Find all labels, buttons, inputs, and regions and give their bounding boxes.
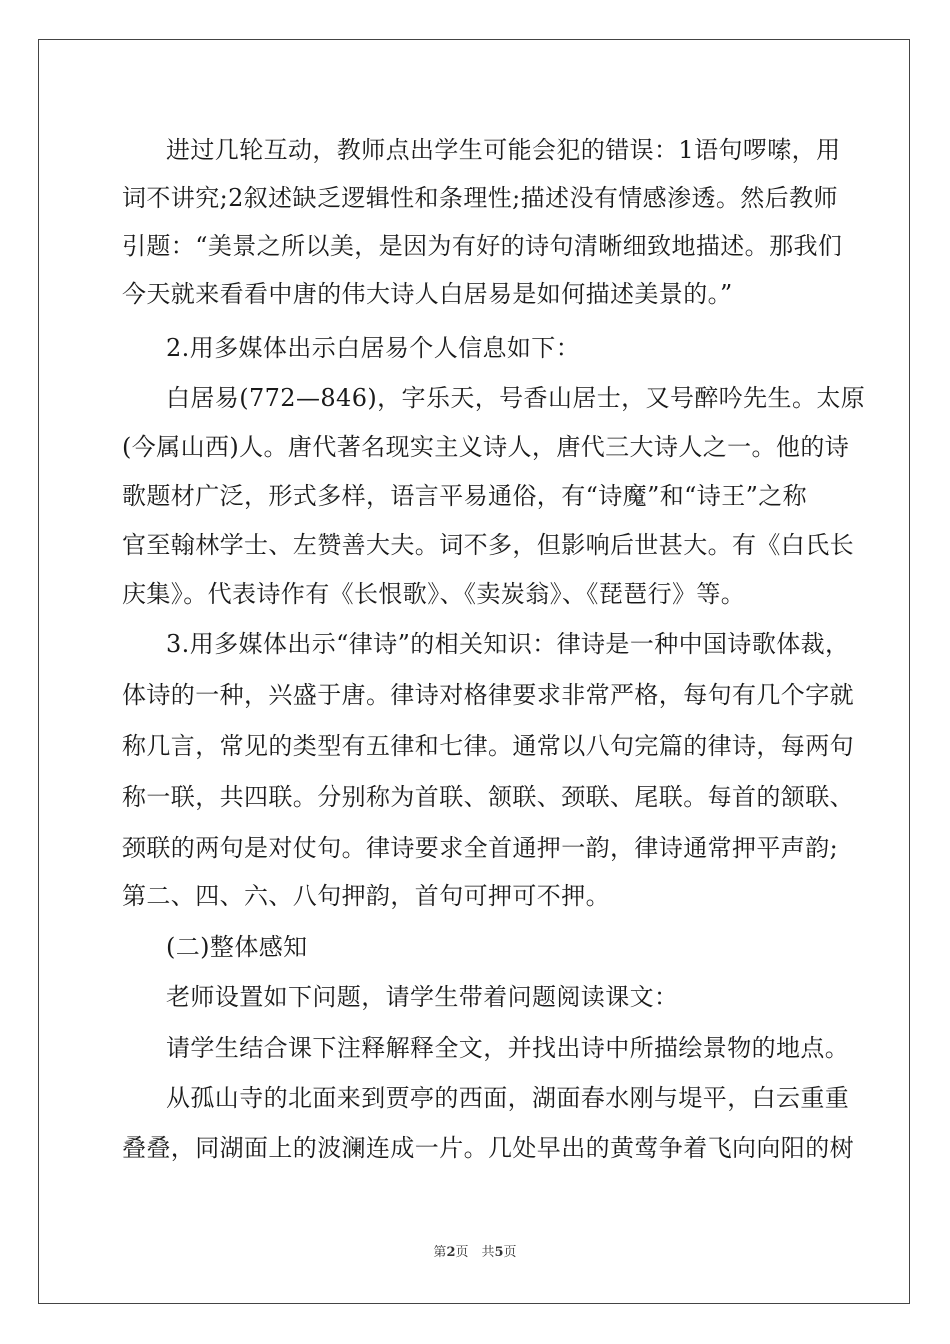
paragraph-line: 从孤山寺的北面来到贾亭的西面，湖面春水刚与堤平，白云重重 <box>166 1084 850 1112</box>
page-border <box>38 39 910 1304</box>
paragraph-line: 老师设置如下问题，请学生带着问题阅读课文： <box>166 983 679 1011</box>
paragraph-line: (今属山西)人。唐代著名现实主义诗人，唐代三大诗人之一。他的诗 <box>122 433 850 461</box>
footer-suffix: 页 <box>503 1245 517 1260</box>
paragraph-line: 称几言，常见的类型有五律和七律。通常以八句完篇的律诗，每两句 <box>122 732 854 760</box>
footer-prefix: 第 <box>433 1245 447 1260</box>
paragraph-line: 颈联的两句是对仗句。律诗要求全首通押一韵，律诗通常押平声韵; <box>122 834 839 862</box>
paragraph-line: 白居易(772—846)，字乐天，号香山居士，又号醉吟先生。太原 <box>166 384 866 412</box>
paragraph-line: 进过几轮互动，教师点出学生可能会犯的错误：1语句啰嗦，用 <box>166 136 841 164</box>
paragraph-line: 体诗的一种，兴盛于唐。律诗对格律要求非常严格，每句有几个字就 <box>122 681 854 709</box>
paragraph-line: 官至翰林学士、左赞善大夫。词不多，但影响后世甚大。有《白氏长 <box>122 531 854 559</box>
paragraph-line: 叠叠，同湖面上的波澜连成一片。几处早出的黄莺争着飞向向阳的树 <box>122 1134 854 1162</box>
paragraph-line: 3.用多媒体出示“律诗”的相关知识：律诗是一种中国诗歌体裁， <box>166 630 850 658</box>
section-heading: (二)整体感知 <box>166 933 308 961</box>
paragraph-line: 庆集》。代表诗作有《长恨歌》、《卖炭翁》、《琵琶行》等。 <box>122 580 746 608</box>
paragraph-line: 歌题材广泛，形式多样，语言平易通俗，有“诗魔”和“诗王”之称 <box>122 482 808 510</box>
paragraph-line: 今天就来看看中唐的伟大诗人白居易是如何描述美景的。” <box>122 280 733 308</box>
paragraph-line: 称一联，共四联。分别称为首联、颔联、颈联、尾联。每首的颔联、 <box>122 783 854 811</box>
page-footer <box>0 1245 950 1261</box>
total-page-count: 5 <box>494 1245 504 1260</box>
footer-mid: 页 共 <box>455 1245 495 1260</box>
section-heading: 2.用多媒体出示白居易个人信息如下： <box>166 334 581 362</box>
paragraph-line: 第二、四、六、八句押韵，首句可押可不押。 <box>122 882 610 910</box>
paragraph-line: 引题：“美景之所以美，是因为有好的诗句清晰细致地描述。那我们 <box>122 232 843 260</box>
paragraph-line: 词不讲究;2叙述缺乏逻辑性和条理性;描述没有情感渗透。然后教师 <box>122 184 838 212</box>
paragraph-line: 请学生结合课下注释解释全文，并找出诗中所描绘景物的地点。 <box>166 1034 850 1062</box>
current-page-number: 2 <box>446 1245 456 1260</box>
